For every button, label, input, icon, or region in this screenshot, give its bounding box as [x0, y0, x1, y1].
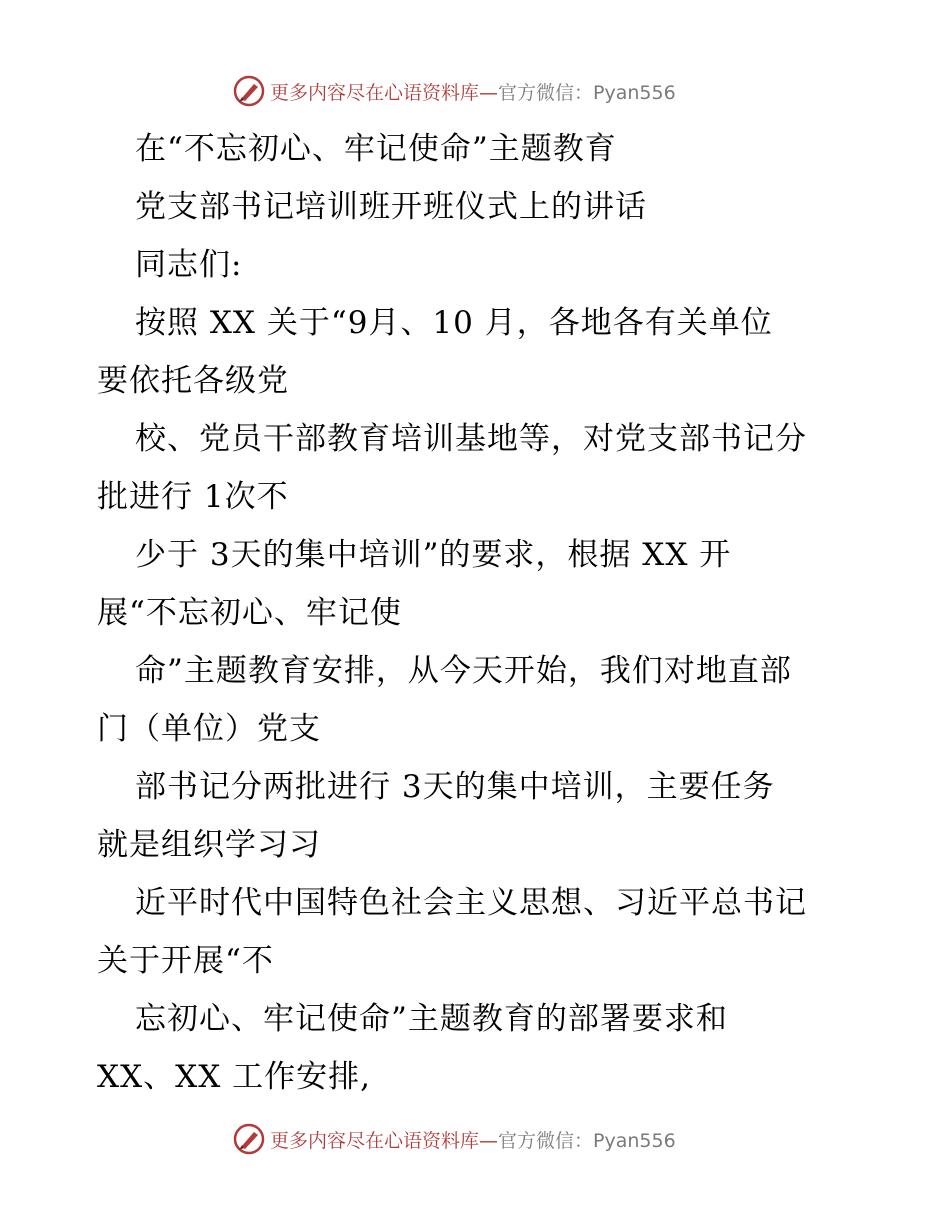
- document-body: [97, 120, 927, 1106]
- header-wechat: 官方微信：Pyan556: [498, 81, 676, 104]
- title-line-1: 在“不忘初心、牢记使命”主题教育: [135, 131, 617, 167]
- paragraph-line: 门（单位）党支: [97, 711, 321, 747]
- salutation: 同志们:: [135, 247, 243, 283]
- header-banner-text: [270, 78, 676, 105]
- paragraph-line: 按照 XX 关于“9月、10 月，各地各有关单位: [135, 305, 773, 341]
- footer-separator: —: [479, 1129, 499, 1152]
- paragraph-line: 近平时代中国特色社会主义思想、习近平总书记: [135, 885, 807, 921]
- paragraph-line: 展“不忘初心、牢记使: [97, 595, 402, 631]
- paragraph-line: 关于开展“不: [97, 943, 274, 979]
- paragraph-line: 部书记分两批进行 3天的集中培训，主要任务: [135, 769, 775, 805]
- title-line-2: 党支部书记培训班开班仪式上的讲话: [135, 189, 647, 225]
- paragraph-line: 命”主题教育安排，从今天开始，我们对地直部: [135, 653, 792, 689]
- pen-circle-logo-icon: [232, 74, 266, 108]
- paragraph-line: 批进行 1次不: [97, 479, 289, 515]
- footer-banner-text: [270, 1126, 676, 1153]
- paragraph-line: 校、党员干部教育培训基地等，对党支部书记分: [135, 421, 807, 457]
- paragraph-line: 少于 3天的集中培训”的要求，根据 XX 开: [135, 537, 732, 573]
- paragraph-line: 就是组织学习习: [97, 827, 321, 863]
- footer-wechat: 官方微信：Pyan556: [498, 1129, 676, 1152]
- pen-circle-logo-icon: [232, 1122, 266, 1156]
- paragraph-line: 要依托各级党: [97, 363, 289, 399]
- header-slogan: 更多内容尽在心语资料库: [270, 81, 480, 104]
- header-separator: —: [479, 81, 499, 104]
- paragraph-line: 忘初心、牢记使命”主题教育的部署要求和: [135, 1001, 728, 1037]
- header-banner: [232, 72, 676, 110]
- footer-banner: [232, 1120, 676, 1158]
- paragraph-line: XX、XX 工作安排,: [97, 1059, 371, 1095]
- footer-slogan: 更多内容尽在心语资料库: [270, 1129, 480, 1152]
